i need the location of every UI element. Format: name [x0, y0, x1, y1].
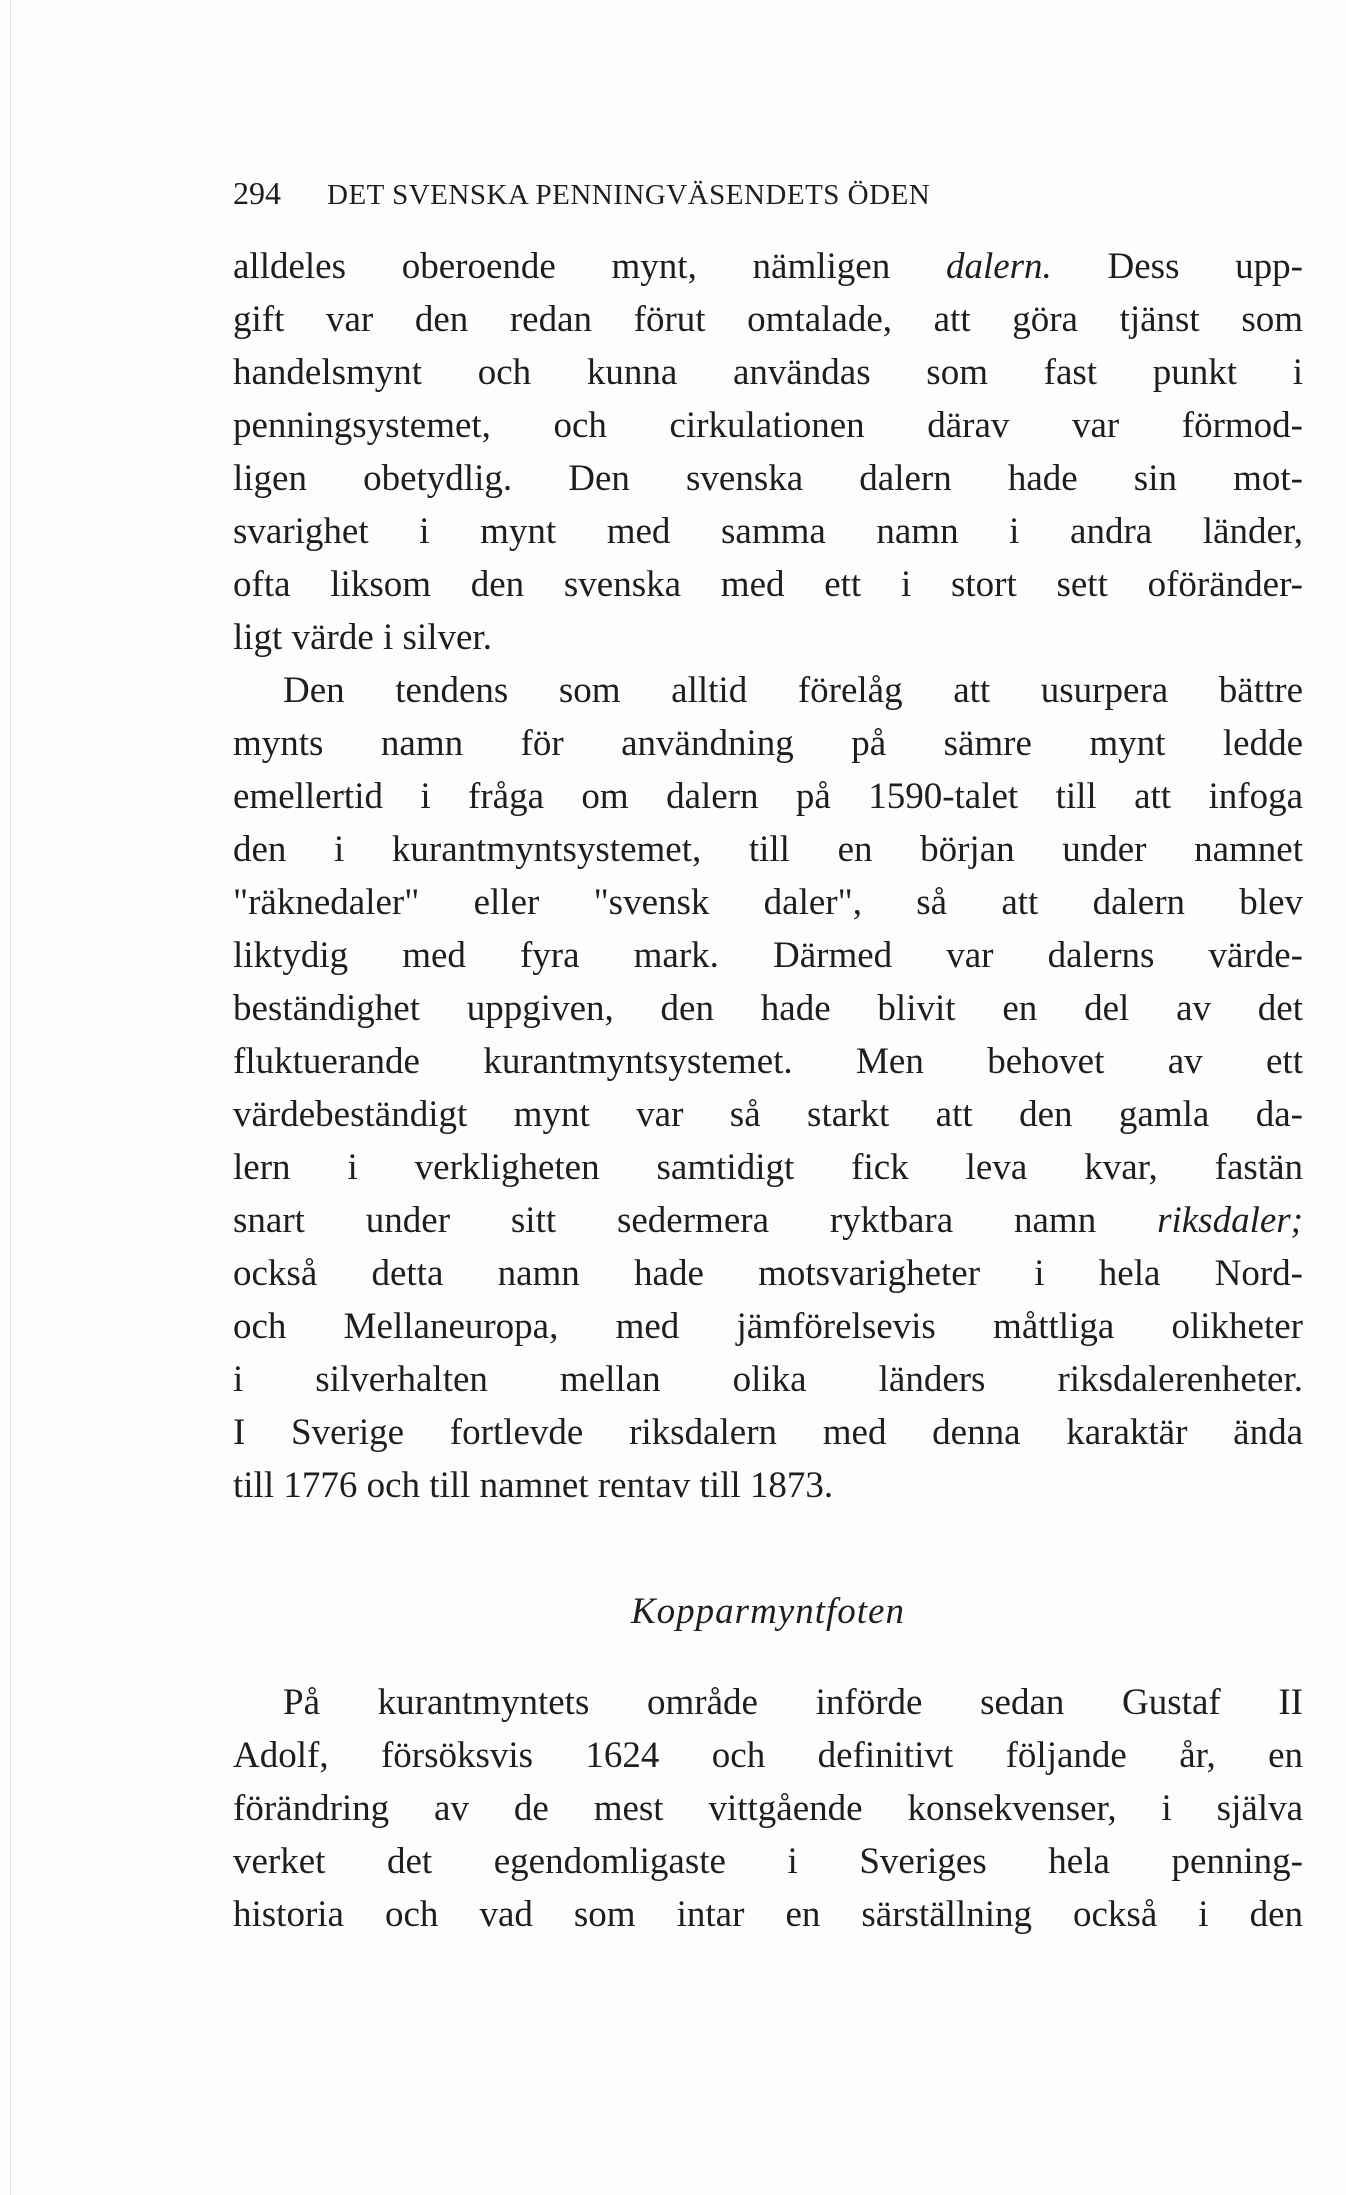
section-heading: Kopparmyntfoten	[631, 1591, 905, 1632]
text-line: handelsmynt och kunna användas som fast punkt i	[233, 352, 1303, 393]
text-line: emellertid i fråga om dalern på 1590-talet till att infoga	[233, 776, 1303, 817]
italic-term-riksdaler: riksdaler;	[1157, 1200, 1303, 1241]
text-line: gift var den redan förut omtalade, att göra tjänst som	[233, 299, 1303, 340]
text-line: svarighet i mynt med samma namn i andra länder,	[233, 511, 1303, 552]
page-edge	[10, 0, 11, 2195]
text-line: Den tendens som alltid förelåg att usurpera bättre	[283, 670, 1303, 711]
text-line: förändring av de mest vittgående konsekvenser, i själva	[233, 1788, 1303, 1829]
italic-term-dalern: dalern.	[945, 246, 1052, 287]
text-line: lern i verkligheten samtidigt fick leva kvar, fastän	[233, 1147, 1303, 1188]
text-line: verket det egendomligaste i Sveriges hela penning-	[233, 1841, 1303, 1882]
page-number: 294	[233, 175, 281, 211]
text-line: historia och vad som intar en särställning också i den	[233, 1894, 1303, 1935]
running-header	[233, 171, 930, 217]
text-segment: alldeles oberoende mynt, nämligen	[233, 246, 946, 287]
text-line: ligen obetydlig. Den svenska dalern hade sin mot-	[233, 458, 1303, 499]
paragraph-dalern	[233, 240, 1303, 664]
text-line: i silverhalten mellan olika länders riksdalerenheter.	[233, 1359, 1303, 1400]
text-line: Adolf, försöksvis 1624 och definitivt följande år, en	[233, 1735, 1303, 1776]
text-line: mynts namn för användning på sämre mynt ledde	[233, 723, 1303, 764]
text-line: "räknedaler" eller "svensk daler", så att dalern blev	[233, 882, 1303, 923]
text-line: På kurantmyntets område införde sedan Gustaf II	[283, 1682, 1303, 1723]
text-segment: snart under sitt sedermera ryktbara namn	[233, 1200, 1158, 1241]
text-line	[233, 1194, 1303, 1247]
text-line: också detta namn hade motsvarigheter i hela Nord-	[233, 1253, 1303, 1294]
running-title: DET SVENSKA PENNINGVÄSENDETS ÖDEN	[327, 179, 931, 211]
text-line: och Mellaneuropa, med jämförelsevis måttliga olikheter	[233, 1306, 1303, 1347]
paragraph-kopparmyntfoten	[233, 1676, 1303, 1941]
text-line: värdebeständigt mynt var så starkt att den gamla da-	[233, 1094, 1303, 1135]
text-line: penningsystemet, och cirkulationen därav var förmod-	[233, 405, 1303, 446]
text-line: till 1776 och till namnet rentav till 1873.	[233, 1465, 834, 1506]
text-line: ofta liksom den svenska med ett i stort sett oföränder-	[233, 564, 1303, 605]
text-line: beständighet uppgiven, den hade blivit en del av det	[233, 988, 1303, 1029]
text-line: den i kurantmyntsystemet, till en början under namnet	[233, 829, 1303, 870]
text-segment: Dess upp-	[1051, 246, 1303, 287]
text-line: liktydig med fyra mark. Därmed var dalerns värde-	[233, 935, 1303, 976]
text-line: fluktuerande kurantmyntsystemet. Men behovet av ett	[233, 1041, 1303, 1082]
text-line: I Sverige fortlevde riksdalern med denna karaktär ända	[233, 1412, 1303, 1453]
paragraph-riksdaler	[233, 664, 1303, 1512]
text-line	[233, 240, 1303, 293]
text-line: ligt värde i silver.	[233, 617, 492, 658]
